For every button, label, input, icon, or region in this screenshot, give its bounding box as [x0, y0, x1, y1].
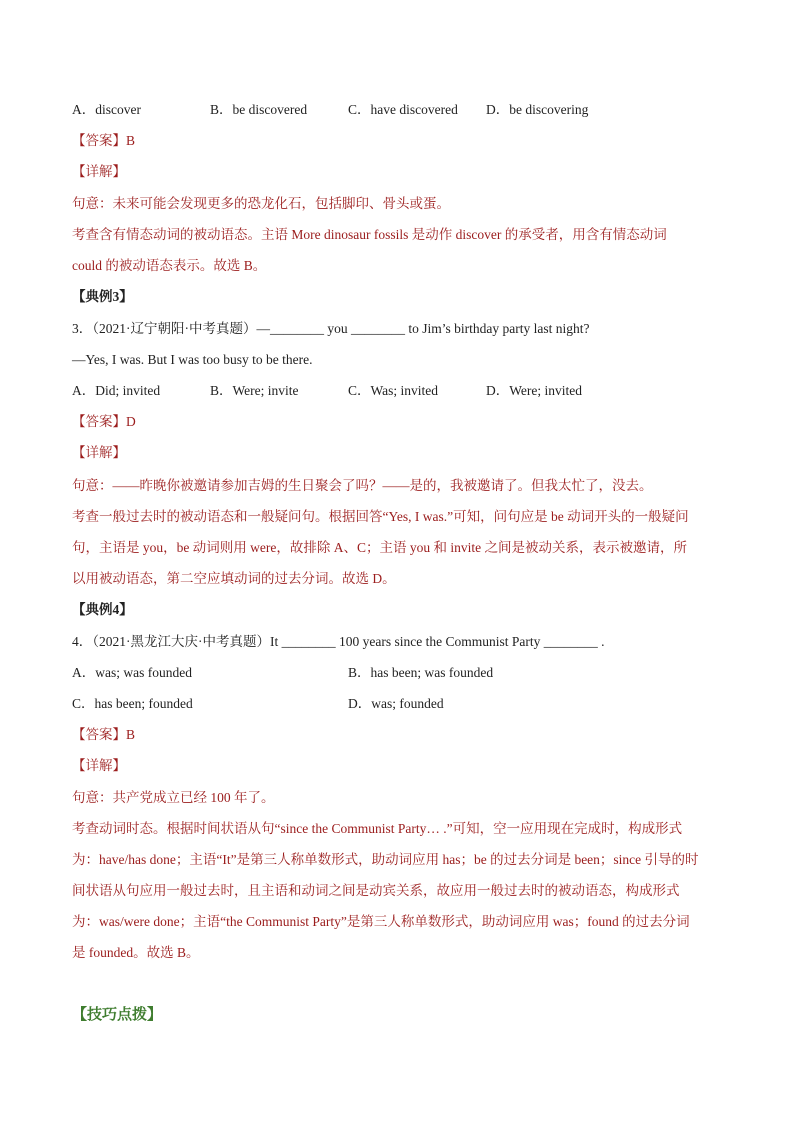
q2-analysis-line-1: 考查含有情态动词的被动语态。主语 More dinosaur fossils 是动作 discover 的承受者，用含有情态动词 — [72, 227, 667, 242]
q2-answer — [72, 132, 135, 150]
example3-question: 3．（2021·辽宁朝阳·中考真题）—________ you ________ to Jim’s birthday party last night? — [72, 321, 590, 336]
example4-option-c: C．has been; founded — [72, 696, 193, 711]
example4-option-b: B．has been; was founded — [348, 665, 494, 680]
q2-detail-label: 【详解】 — [72, 164, 126, 179]
example4-detail-label: 【详解】 — [72, 758, 126, 773]
example4-analysis-line-4: 为：was/were done；主语“the Communist Party”是第三人称单数形式，助动词应用 was；found 的过去分词 — [72, 914, 690, 929]
example3-analysis-line-2: 句，主语是 you，be 动词则用 were，故排除 A、C；主语 you 和 invite 之间是被动关系，表示被邀请，所 — [72, 540, 687, 555]
q2-option-d: D．be discovering — [486, 102, 589, 117]
example3-heading: 【典例3】 — [72, 289, 133, 304]
answer-value: D — [126, 414, 136, 429]
example4-analysis-line-5: 是 founded。故选 B。 — [72, 945, 200, 960]
example3-option-a: A．Did; invited — [72, 383, 161, 398]
example4-meaning: 句意：共产党成立已经 100 年了。 — [72, 790, 275, 805]
example4-analysis-line-1: 考查动词时态。根据时间状语从句“since the Communist Party… .”可知，空一应用现在完成时，构成形式 — [72, 821, 683, 836]
q2-analysis-line-2: could 的被动语态表示。故选 B。 — [72, 258, 267, 273]
example3-reply: —Yes, I was. But I was too busy to be there. — [72, 352, 313, 367]
example4-option-a: A．was; was founded — [72, 665, 192, 680]
answer-label: 【答案】 — [72, 414, 126, 429]
example3-option-b: B．Were; invite — [210, 383, 299, 398]
example4-answer — [72, 726, 135, 744]
example3-analysis-line-1: 考查一般过去时的被动语态和一般疑问句。根据回答“Yes, I was.”可知，问句应是 be 动词开头的一般疑问 — [72, 509, 689, 524]
example3-option-d: D．Were; invited — [486, 383, 583, 398]
q2-option-c: C．have discovered — [348, 102, 458, 117]
example4-question: 4．（2021·黑龙江大庆·中考真题）It ________ 100 years since the Communist Party ________ . — [72, 634, 605, 649]
example4-analysis-line-2: 为：have/has done；主语“It”是第三人称单数形式，助动词应用 has；be 的过去分词是 been；since 引导的时 — [72, 852, 699, 867]
q2-meaning: 句意：未来可能会发现更多的恐龙化石，包括脚印、骨头或蛋。 — [72, 196, 450, 211]
answer-label: 【答案】 — [72, 727, 126, 742]
answer-value: B — [126, 727, 136, 742]
example4-option-d: D．was; founded — [348, 696, 444, 711]
example3-answer — [72, 413, 136, 431]
answer-value: B — [126, 133, 136, 148]
tips-heading: 【技巧点拨】 — [72, 1007, 163, 1023]
example4-analysis-line-3: 间状语从句应用一般过去时，且主语和动词之间是动宾关系，故应用一般过去时的被动语态，构成形式 — [72, 883, 680, 898]
example3-detail-label: 【详解】 — [72, 445, 126, 460]
answer-label: 【答案】 — [72, 133, 126, 148]
example4-heading: 【典例4】 — [72, 602, 133, 617]
example3-option-c: C．Was; invited — [348, 383, 439, 398]
example3-analysis-line-3: 以用被动语态，第二空应填动词的过去分词。故选 D。 — [72, 571, 396, 586]
q2-option-b: B．be discovered — [210, 102, 308, 117]
q2-option-a: A．discover — [72, 102, 141, 117]
example3-meaning: 句意：——昨晚你被邀请参加吉姆的生日聚会了吗？——是的，我被邀请了。但我太忙了，没去。 — [72, 478, 653, 493]
